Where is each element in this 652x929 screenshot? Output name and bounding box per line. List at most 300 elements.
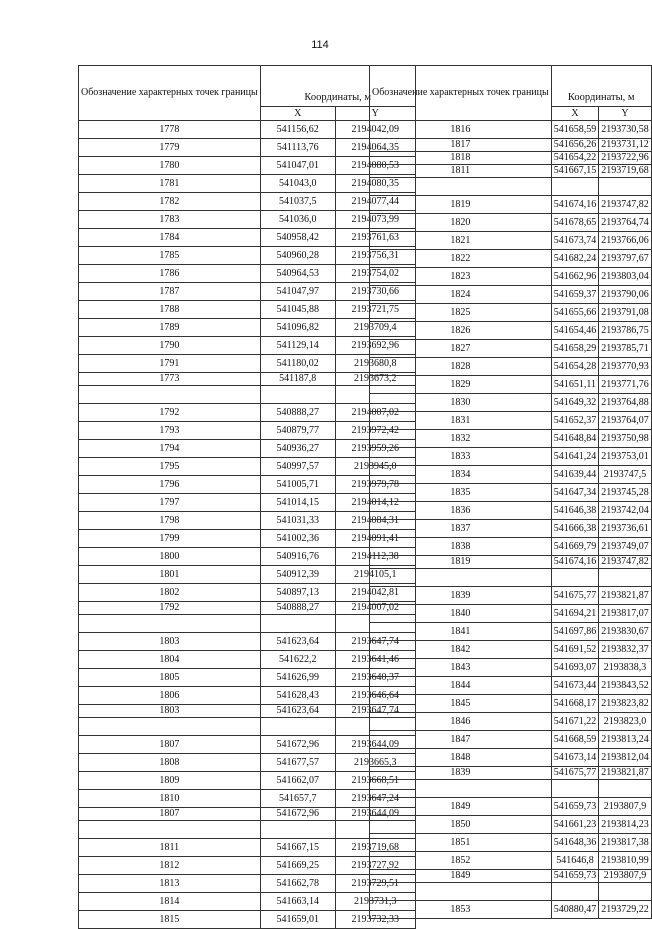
point-cell: 1787 [79,283,261,301]
y-cell: 2194105,1 [335,566,415,584]
x-cell: 540912,39 [260,566,335,584]
table-row [370,196,652,214]
y-cell: 2193764,88 [599,394,652,412]
point-cell: 1785 [79,247,261,265]
point-cell: 1840 [370,605,552,623]
y-cell: 2193646,64 [335,687,415,705]
y-cell [599,883,652,901]
x-cell: 541668,59 [551,731,599,749]
point-cell: 1792 [79,602,261,615]
x-cell: 541673,14 [551,749,599,767]
point-cell: 1848 [370,749,552,767]
x-cell: 540916,76 [260,548,335,566]
x-header: X [551,107,599,121]
y-cell: 2193823,0 [599,713,652,731]
point-cell: 1834 [370,466,552,484]
table-row [79,633,416,651]
y-cell: 2193719,68 [335,839,415,857]
x-cell: 541667,15 [260,839,335,857]
y-cell: 2194007,02 [335,404,415,422]
x-cell: 541654,28 [551,358,599,376]
x-cell: 541672,96 [260,808,335,821]
designation-header: Обозначение характерных точек границы [79,66,261,121]
page-number: 114 [311,39,329,51]
table-row [79,808,416,821]
y-cell: 2193731,12 [599,139,652,152]
point-cell: 1847 [370,731,552,749]
point-cell: 1827 [370,340,552,358]
table-row [370,448,652,466]
x-cell: 541659,73 [551,798,599,816]
point-cell: 1783 [79,211,261,229]
y-cell [599,178,652,196]
x-cell: 541674,16 [551,556,599,569]
table-row [79,229,416,247]
point-cell: 1853 [370,901,552,919]
x-cell: 541672,96 [260,736,335,754]
table-row [370,556,652,569]
y-cell: 2193959,26 [335,440,415,458]
table-row [79,584,416,602]
y-cell: 2193791,08 [599,304,652,322]
x-cell: 541658,59 [551,121,599,139]
table-row [370,798,652,816]
y-cell: 2194077,44 [335,193,415,211]
point-cell: 1845 [370,695,552,713]
point-cell: 1822 [370,250,552,268]
table-row [79,121,416,139]
point-cell: 1817 [370,139,552,152]
x-cell: 540964,53 [260,265,335,283]
x-cell: 541662,07 [260,772,335,790]
y-cell: 2194080,53 [335,157,415,175]
y-cell: 2193722,96 [599,152,652,165]
y-cell: 2193810,99 [599,852,652,870]
table-row [79,422,416,440]
point-cell: 1790 [79,337,261,355]
x-cell: 541678,65 [551,214,599,232]
point-cell: 1831 [370,412,552,430]
y-cell: 2193945,0 [335,458,415,476]
y-cell: 2193747,5 [599,466,652,484]
point-cell: 1794 [79,440,261,458]
point-cell: 1786 [79,265,261,283]
table-row [370,749,652,767]
y-cell: 2193753,01 [599,448,652,466]
x-cell: 541673,44 [551,677,599,695]
y-cell: 2193641,46 [335,651,415,669]
point-cell: 1818 [370,152,552,165]
y-cell: 2193647,74 [335,705,415,718]
table-row [370,870,652,883]
x-cell: 541005,71 [260,476,335,494]
x-cell: 541659,73 [551,870,599,883]
y-cell: 2193756,31 [335,247,415,265]
x-cell: 541655,66 [551,304,599,322]
y-cell: 2193745,28 [599,484,652,502]
table-row [79,139,416,157]
point-cell: 1829 [370,376,552,394]
table-row [79,404,416,422]
point-cell: 1789 [79,319,261,337]
x-cell: 541649,32 [551,394,599,412]
coordinates-table-left [78,65,416,929]
table-row [79,355,416,373]
table-row [370,695,652,713]
spacer-row [79,386,416,404]
table-row [370,322,652,340]
table-row [370,412,652,430]
table-row [79,736,416,754]
point-cell: 1836 [370,502,552,520]
y-cell: 2193797,67 [599,250,652,268]
table-row [370,834,652,852]
y-cell: 2193732,33 [335,911,415,929]
x-cell: 541659,37 [551,286,599,304]
spacer-row [370,178,652,196]
point-cell: 1828 [370,358,552,376]
table-row [79,211,416,229]
point-cell: 1799 [79,530,261,548]
x-cell: 541669,79 [551,538,599,556]
y-cell: 2193843,52 [599,677,652,695]
table-row [79,602,416,615]
spacer-row [370,780,652,798]
point-cell [370,569,552,587]
y-cell: 2193764,74 [599,214,652,232]
x-cell: 541657,7 [260,790,335,808]
point-cell: 1839 [370,767,552,780]
table-row [370,713,652,731]
spacer-row [370,569,652,587]
table-row [79,301,416,319]
spacer-row [79,615,416,633]
coordinates-header: Координаты, м [260,66,415,107]
point-cell [79,386,261,404]
table-row [370,358,652,376]
x-cell: 541694,21 [551,605,599,623]
point-cell: 1839 [370,587,552,605]
y-cell: 2193766,06 [599,232,652,250]
x-cell: 541002,36 [260,530,335,548]
table-row [370,139,652,152]
y-cell: 2193749,07 [599,538,652,556]
table-row [79,157,416,175]
x-cell: 540936,27 [260,440,335,458]
point-cell: 1825 [370,304,552,322]
table-row [370,901,652,919]
y-cell: 2193747,82 [599,196,652,214]
table-row [370,677,652,695]
x-cell: 541654,22 [551,152,599,165]
table-row [79,265,416,283]
point-cell: 1852 [370,852,552,870]
x-cell: 540880,47 [551,901,599,919]
point-cell: 1792 [79,404,261,422]
x-cell: 541656,26 [551,139,599,152]
point-cell: 1850 [370,816,552,834]
x-cell: 541047,01 [260,157,335,175]
y-cell: 2193761,63 [335,229,415,247]
x-header: X [260,107,335,121]
x-cell: 541047,97 [260,283,335,301]
point-cell: 1780 [79,157,261,175]
table-row [370,816,652,834]
table-row [370,340,652,358]
y-cell: 2194084,31 [335,512,415,530]
table-row [79,911,416,929]
x-cell: 541661,23 [551,816,599,834]
y-cell: 2193747,82 [599,556,652,569]
table-row [79,687,416,705]
point-cell: 1807 [79,736,261,754]
y-cell: 2193692,96 [335,337,415,355]
point-cell: 1838 [370,538,552,556]
point-cell: 1805 [79,669,261,687]
y-cell: 2193742,04 [599,502,652,520]
y-cell: 2193785,71 [599,340,652,358]
x-cell: 540879,77 [260,422,335,440]
y-cell: 2193790,06 [599,286,652,304]
table-row [79,494,416,512]
point-cell: 1803 [79,633,261,651]
point-cell: 1813 [79,875,261,893]
point-cell: 1804 [79,651,261,669]
table-row [370,605,652,623]
x-cell: 541628,43 [260,687,335,705]
y-cell: 2193771,76 [599,376,652,394]
table-body-left [79,121,416,929]
table-row [79,754,416,772]
x-cell: 540888,27 [260,404,335,422]
y-cell: 2193979,78 [335,476,415,494]
point-cell: 1819 [370,196,552,214]
spacer-row [79,718,416,736]
x-cell [551,178,599,196]
point-cell: 1811 [370,165,552,178]
point-cell: 1819 [370,556,552,569]
table-row [370,502,652,520]
y-cell: 2193665,3 [335,754,415,772]
coordinates-table-right [369,65,652,919]
y-cell: 2194014,12 [335,494,415,512]
table-row [79,283,416,301]
table-row [370,286,652,304]
y-cell: 2193786,75 [599,322,652,340]
y-cell: 2193821,87 [599,587,652,605]
table-row [79,476,416,494]
x-cell: 540997,57 [260,458,335,476]
point-cell: 1791 [79,355,261,373]
point-cell: 1816 [370,121,552,139]
point-cell: 1843 [370,659,552,677]
x-cell [551,780,599,798]
table-row [370,623,652,641]
y-cell [599,569,652,587]
point-cell: 1781 [79,175,261,193]
point-cell: 1814 [79,893,261,911]
x-cell [551,569,599,587]
x-cell: 541691,52 [551,641,599,659]
y-cell: 2193644,09 [335,736,415,754]
point-cell: 1773 [79,373,261,386]
table-row [79,705,416,718]
point-cell: 1798 [79,512,261,530]
x-cell: 540960,28 [260,247,335,265]
x-cell: 541675,77 [551,587,599,605]
table-row [79,893,416,911]
y-cell: 2193832,37 [599,641,652,659]
table-body-right [370,121,652,919]
point-cell: 1830 [370,394,552,412]
x-cell: 541682,24 [551,250,599,268]
point-cell: 1849 [370,870,552,883]
y-cell: 2194080,35 [335,175,415,193]
x-cell: 541648,36 [551,834,599,852]
x-cell: 541651,11 [551,376,599,394]
y-cell: 2193807,9 [599,798,652,816]
y-cell: 2193817,07 [599,605,652,623]
x-cell: 541669,25 [260,857,335,875]
y-cell: 2193838,3 [599,659,652,677]
point-cell: 1806 [79,687,261,705]
y-cell: 2193764,07 [599,412,652,430]
x-cell [260,718,335,736]
point-cell: 1800 [79,548,261,566]
table-row [79,319,416,337]
y-cell: 2193817,38 [599,834,652,852]
coordinates-header: Координаты, м [551,66,651,107]
point-cell: 1846 [370,713,552,731]
y-cell: 2193770,93 [599,358,652,376]
x-cell: 540888,27 [260,602,335,615]
table-row [370,587,652,605]
y-cell: 2193727,92 [335,857,415,875]
x-cell: 541096,82 [260,319,335,337]
y-header: Y [335,107,415,121]
table-row [370,394,652,412]
x-cell: 541647,34 [551,484,599,502]
point-cell: 1809 [79,772,261,790]
x-cell: 541036,0 [260,211,335,229]
table-row [370,232,652,250]
table-row [370,214,652,232]
point-cell: 1851 [370,834,552,852]
point-cell: 1801 [79,566,261,584]
x-cell: 541187,8 [260,373,335,386]
x-cell [260,386,335,404]
point-cell [79,821,261,839]
x-cell: 541037,5 [260,193,335,211]
point-cell [370,178,552,196]
x-cell: 541663,14 [260,893,335,911]
y-cell: 2193668,51 [335,772,415,790]
x-cell: 541693,07 [551,659,599,677]
table-row [370,852,652,870]
table-row [370,659,652,677]
y-cell: 2194064,35 [335,139,415,157]
point-cell: 1821 [370,232,552,250]
x-cell: 541622,2 [260,651,335,669]
point-cell: 1832 [370,430,552,448]
x-cell: 541666,38 [551,520,599,538]
table-row [370,731,652,749]
point-cell: 1833 [370,448,552,466]
x-cell: 541646,8 [551,852,599,870]
x-cell: 541658,29 [551,340,599,358]
table-row [370,767,652,780]
point-cell: 1810 [79,790,261,808]
x-cell: 541623,64 [260,705,335,718]
table-row [370,430,652,448]
table-row [370,466,652,484]
x-cell: 541014,15 [260,494,335,512]
point-cell: 1802 [79,584,261,602]
table-row [79,512,416,530]
y-cell: 2194007,02 [335,602,415,615]
point-cell: 1795 [79,458,261,476]
point-cell: 1842 [370,641,552,659]
y-cell: 2193972,42 [335,422,415,440]
table-row [79,669,416,687]
y-cell: 2193814,23 [599,816,652,834]
x-cell: 541156,62 [260,121,335,139]
y-cell: 2193680,8 [335,355,415,373]
y-cell: 2193719,68 [599,165,652,178]
x-cell: 541697,86 [551,623,599,641]
x-cell: 541031,33 [260,512,335,530]
y-cell: 2193803,04 [599,268,652,286]
x-cell: 541659,01 [260,911,335,929]
x-cell [260,615,335,633]
y-cell: 2193750,98 [599,430,652,448]
y-cell: 2194112,38 [335,548,415,566]
y-cell: 2193673,2 [335,373,415,386]
point-cell: 1779 [79,139,261,157]
point-cell: 1820 [370,214,552,232]
x-cell: 541043,0 [260,175,335,193]
y-cell: 2193813,24 [599,731,652,749]
table-row [370,641,652,659]
x-cell: 540897,13 [260,584,335,602]
y-cell: 2194091,41 [335,530,415,548]
y-cell: 2193709,4 [335,319,415,337]
point-cell: 1823 [370,268,552,286]
point-cell: 1788 [79,301,261,319]
point-cell: 1812 [79,857,261,875]
x-cell: 541639,44 [551,466,599,484]
y-header: Y [599,107,652,121]
x-cell: 540958,42 [260,229,335,247]
table-row [79,337,416,355]
point-cell: 1778 [79,121,261,139]
table-row [79,548,416,566]
y-cell: 2193823,82 [599,695,652,713]
x-cell: 541129,14 [260,337,335,355]
table-row [79,193,416,211]
point-cell [370,883,552,901]
y-cell: 2193754,02 [335,265,415,283]
point-cell [370,780,552,798]
x-cell: 541668,17 [551,695,599,713]
x-cell: 541662,78 [260,875,335,893]
table-row [79,530,416,548]
point-cell: 1811 [79,839,261,857]
x-cell: 541646,38 [551,502,599,520]
x-cell: 541113,76 [260,139,335,157]
table-row [370,484,652,502]
x-cell: 541671,22 [551,713,599,731]
